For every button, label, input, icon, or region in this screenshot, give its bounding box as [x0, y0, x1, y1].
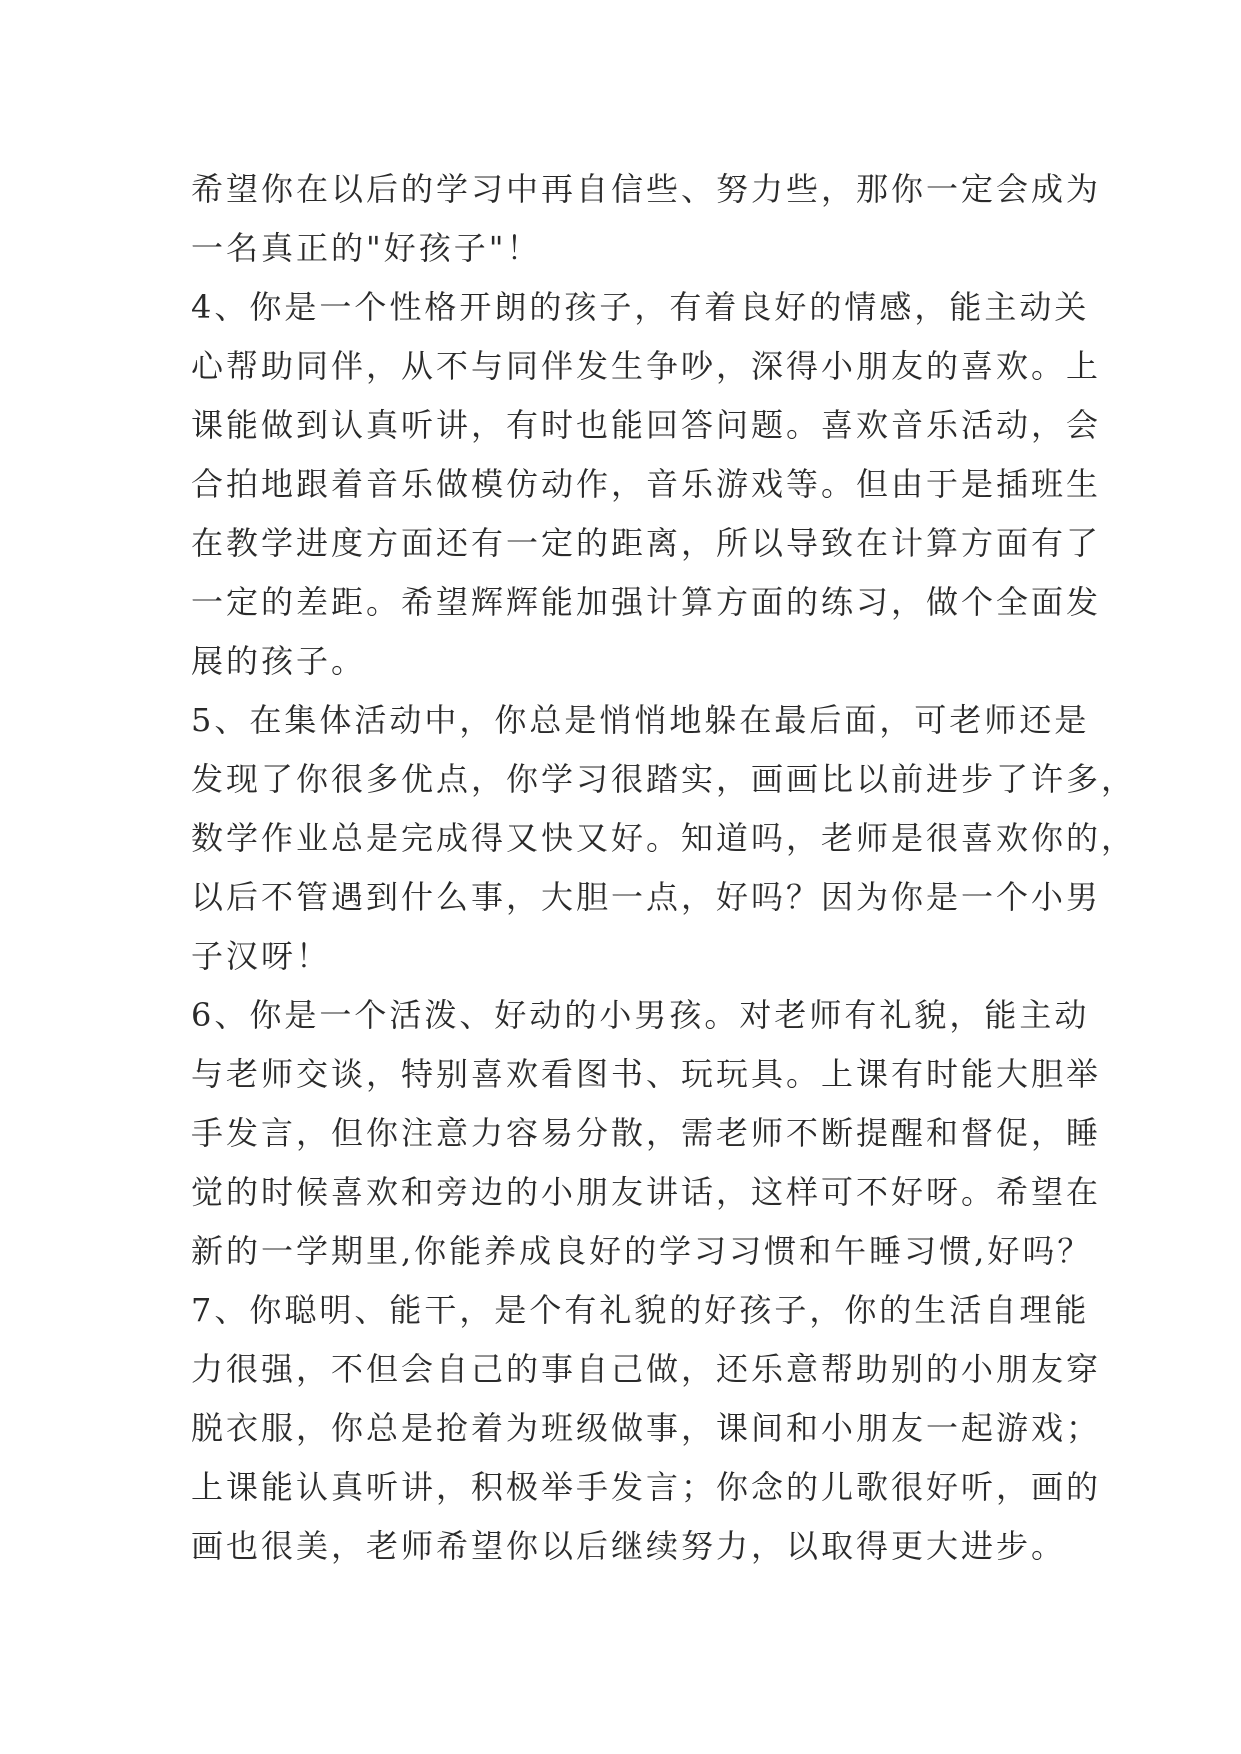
- text-line: 课能做到认真听讲，有时也能回答问题。喜欢音乐活动，会: [191, 406, 1102, 444]
- text-line: 与老师交谈，特别喜欢看图书、玩玩具。上课有时能大胆举: [191, 1055, 1102, 1093]
- text-line: 数学作业总是完成得又快又好。知道吗，老师是很喜欢你的，: [191, 819, 1137, 857]
- text-line: 觉的时候喜欢和旁边的小朋友讲话，这样可不好呀。希望在: [191, 1173, 1102, 1211]
- text-line: 发现了你很多优点，你学习很踏实，画画比以前进步了许多，: [191, 760, 1137, 798]
- text-line: 手发言，但你注意力容易分散，需老师不断提醒和督促，睡: [191, 1114, 1102, 1152]
- text-line: 脱衣服，你总是抢着为班级做事，课间和小朋友一起游戏；: [191, 1409, 1102, 1447]
- text-line: 在教学进度方面还有一定的距离，所以导致在计算方面有了: [191, 524, 1102, 562]
- text-line: 上课能认真听讲，积极举手发言；你念的儿歌很好听，画的: [191, 1468, 1102, 1506]
- text-line: 力很强，不但会自己的事自己做，还乐意帮助别的小朋友穿: [191, 1350, 1102, 1388]
- text-line: 心帮助同伴，从不与同伴发生争吵，深得小朋友的喜欢。上: [191, 347, 1102, 385]
- text-line: 5、在集体活动中，你总是悄悄地躲在最后面，可老师还是: [191, 701, 1090, 739]
- text-line: 4、你是一个性格开朗的孩子，有着良好的情感，能主动关: [191, 288, 1090, 326]
- text-line: 子汉呀！: [191, 937, 332, 975]
- text-line: 展的孩子。: [191, 642, 367, 680]
- text-line: 一名真正的"好孩子"！: [191, 229, 542, 267]
- text-line: 希望你在以后的学习中再自信些、努力些，那你一定会成为: [191, 170, 1102, 208]
- text-line: 画也很美，老师希望你以后继续努力，以取得更大进步。: [191, 1527, 1067, 1565]
- text-line: 新的一学期里,你能养成良好的学习习惯和午睡习惯,好吗？: [191, 1232, 1093, 1270]
- text-line: 6、你是一个活泼、好动的小男孩。对老师有礼貌，能主动: [191, 996, 1090, 1034]
- document-body: [191, 160, 1137, 1576]
- text-line: 一定的差距。希望辉辉能加强计算方面的练习，做个全面发: [191, 583, 1102, 621]
- text-line: 7、你聪明、能干，是个有礼貌的好孩子，你的生活自理能: [191, 1291, 1090, 1329]
- text-line: 合拍地跟着音乐做模仿动作，音乐游戏等。但由于是插班生: [191, 465, 1102, 503]
- text-line: 以后不管遇到什么事，大胆一点，好吗？因为你是一个小男: [191, 878, 1102, 916]
